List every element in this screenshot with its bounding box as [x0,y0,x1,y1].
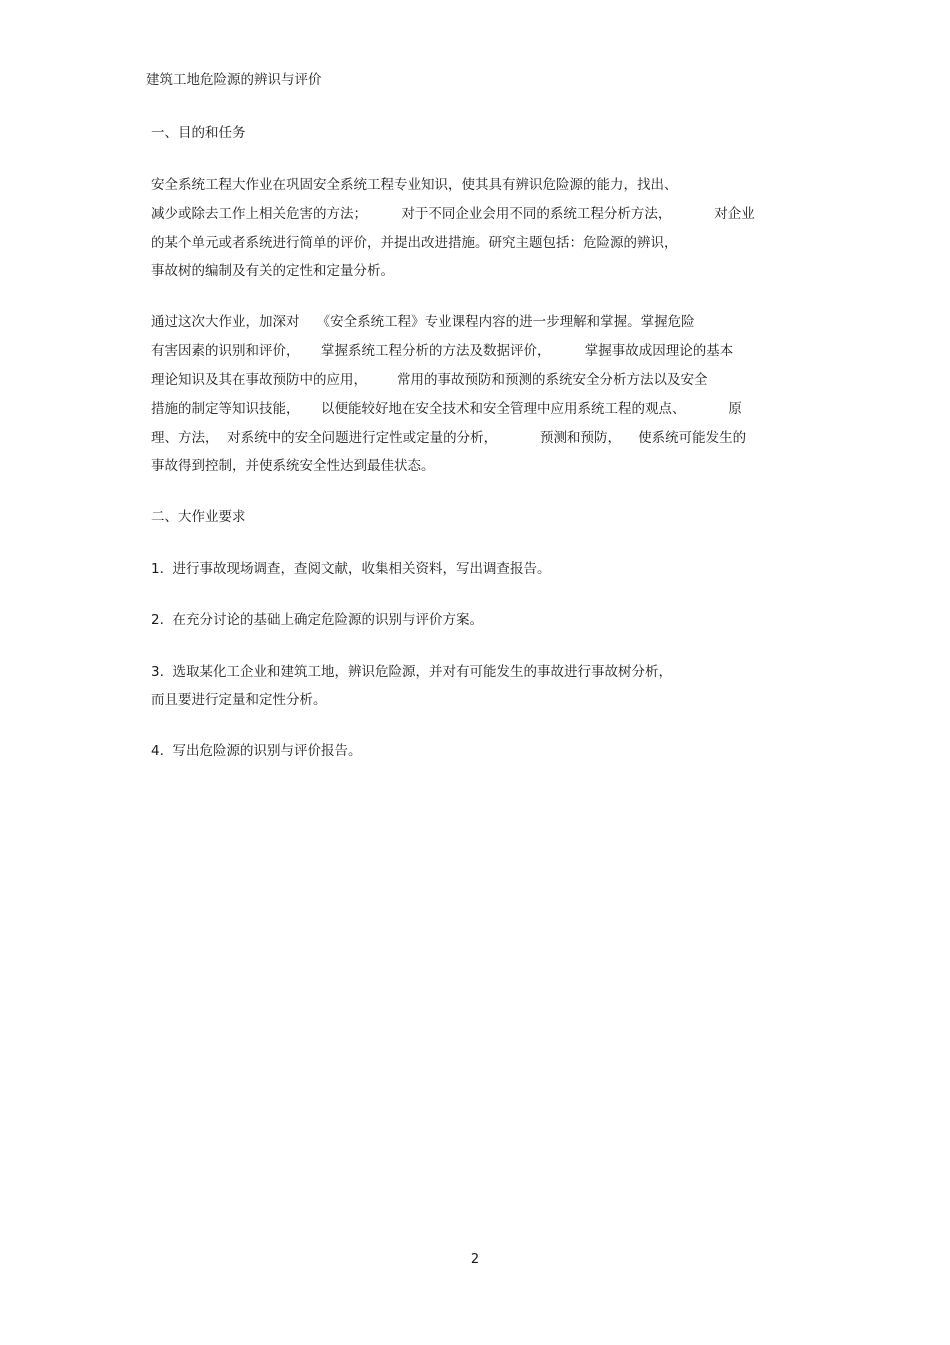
paragraph-line: 有害因素的识别和评价， 掌握系统工程分析的方法及数据评价， 掌握事故成因理论的基本 [151,343,734,359]
paragraph-line: 理论知识及其在事故预防中的应用， 常用的事故预防和预测的系统安全分析方法以及安全 [151,372,708,388]
paragraph-line: 减少或除去工作上相关危害的方法； 对于不同企业会用不同的系统工程分析方法， 对企业 [151,206,755,222]
list-item: 4. 写出危险源的识别与评价报告。 [151,743,362,759]
list-item: 1. 进行事故现场调查，查阅文献，收集相关资料，写出调查报告。 [151,561,551,577]
paragraph-line: 安全系统工程大作业在巩固安全系统工程专业知识，使其具有辨识危险源的能力，找出、 [151,177,678,193]
section-heading-requirements: 二、大作业要求 [151,509,246,525]
paragraph-line: 理、方法， 对系统中的安全问题进行定性或定量的分析， 预测和预防， 使系统可能发生的 [151,430,747,446]
list-item: 3. 选取某化工企业和建筑工地，辨识危险源，并对有可能发生的事故进行事故树分析， [151,664,672,680]
document-title: 建筑工地危险源的辨识与评价 [146,72,322,88]
list-item-continuation: 而且要进行定量和定性分析。 [151,692,327,708]
list-item: 2. 在充分讨论的基础上确定危险源的识别与评价方案。 [151,612,483,628]
page-number: 2 [470,1252,480,1267]
paragraph-line: 事故树的编制及有关的定性和定量分析。 [151,263,394,279]
paragraph-line: 通过这次大作业，加深对 《安全系统工程》专业课程内容的进一步理解和掌握。掌握危险 [151,314,695,330]
paragraph-line: 事故得到控制，并使系统安全性达到最佳状态。 [151,458,435,474]
paragraph-line: 措施的制定等知识技能， 以便能较好地在安全技术和安全管理中应用系统工程的观点、 原 [151,401,742,417]
section-heading-purpose: 一、目的和任务 [151,125,246,141]
paragraph-line: 的某个单元或者系统进行简单的评价，并提出改进措施。研究主题包括：危险源的辨识， [151,235,678,251]
